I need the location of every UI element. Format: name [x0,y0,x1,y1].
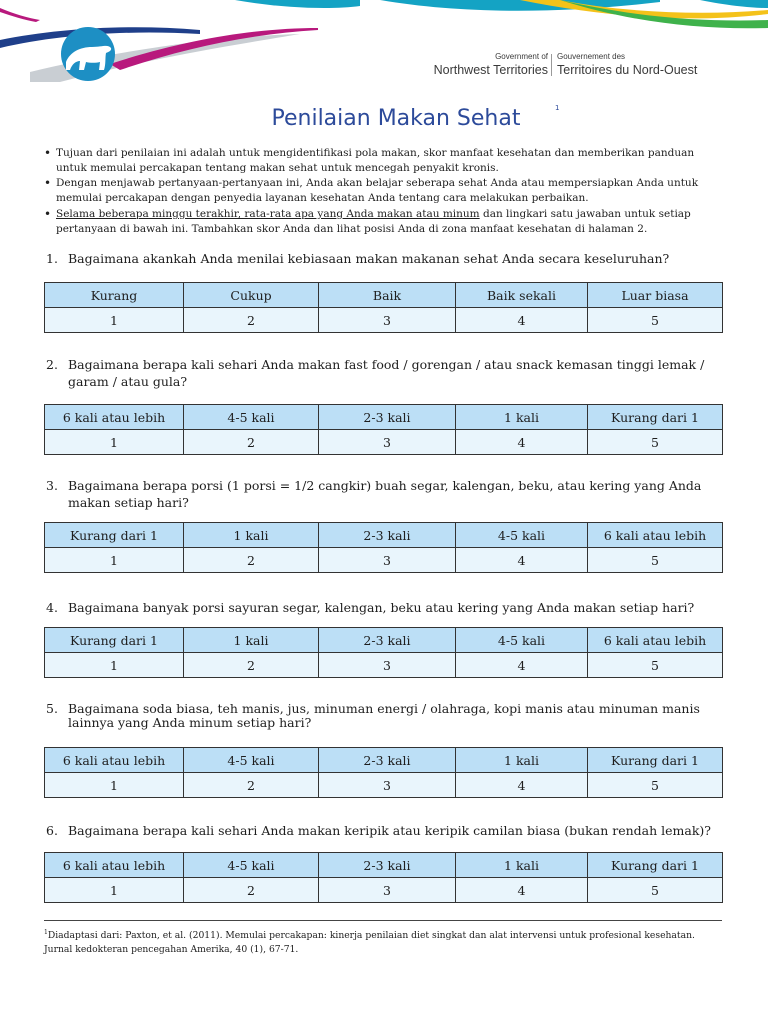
question-number: 1. [46,251,58,266]
answer-table-4 [44,627,723,678]
option-cell[interactable]: 1 kali [456,405,588,430]
question-text: Bagaimana berapa kali sehari Anda makan fast food / gorengan / atau snack kemasan tinggi lemak / garam / atau gula? [68,357,705,389]
option-cell[interactable]: 4-5 kali [456,523,588,548]
score-row [45,653,723,678]
intro-bullets [44,146,709,237]
score-cell[interactable]: 4 [456,653,588,678]
gov-fr-block [557,52,707,78]
option-cell[interactable]: 2-3 kali [319,405,456,430]
score-cell[interactable]: 5 [588,878,723,903]
score-cell[interactable]: 2 [184,548,319,573]
score-cell[interactable]: 1 [45,430,184,455]
score-cell[interactable]: 5 [588,548,723,573]
polar-bear-logo [61,27,115,81]
gov-fr-name: Territoires du Nord-Ouest [557,63,698,77]
score-cell[interactable]: 1 [45,548,184,573]
score-cell[interactable]: 4 [456,548,588,573]
option-cell[interactable]: 4-5 kali [184,748,319,773]
score-cell[interactable]: 2 [184,878,319,903]
score-cell[interactable]: 5 [588,430,723,455]
option-cell[interactable]: 2-3 kali [319,853,456,878]
magenta-small [0,8,40,22]
score-cell[interactable]: 4 [456,430,588,455]
answer-table-2 [44,404,723,455]
score-cell[interactable]: 3 [319,653,456,678]
question-6 [46,822,726,839]
gov-en-name: Northwest Territories [433,63,548,77]
option-cell[interactable]: Kurang [45,283,184,308]
gov-en-small: Government of [495,52,548,61]
intro-bullet-2: • Dengan menjawab pertanyaan-pertanyaan ini, Anda akan belajar seberapa sehat Anda atau mempersiapkan Anda untuk memulai percakapan dengan penyedia layanan kesehatan Anda tentang cara melakukan perbaikan. [44,176,709,206]
option-cell[interactable]: 1 kali [456,853,588,878]
option-row [45,853,723,878]
option-cell[interactable]: Cukup [184,283,319,308]
intro-bullet-3-rest: dan lingkari satu jawaban untuk setiap pertanyaan di bawah ini. Tambahkan skor Anda dan lihat posisi Anda di zona manfaat kesehatan di halaman 2. [56,208,691,235]
question-text: Bagaimana berapa porsi (1 porsi = 1/2 cangkir) buah segar, kalengan, beku, atau kering yang Anda makan setiap hari? [68,478,702,510]
footnote-mark: 1 [44,929,48,936]
answer-table-5 [44,747,723,798]
option-cell[interactable]: 2-3 kali [319,628,456,653]
option-cell[interactable]: 6 kali atau lebih [45,405,184,430]
score-cell[interactable]: 3 [319,548,456,573]
option-cell[interactable]: 6 kali atau lebih [588,523,723,548]
option-cell[interactable]: Kurang dari 1 [45,523,184,548]
question-4 [46,599,726,616]
option-cell[interactable]: Kurang dari 1 [588,405,723,430]
score-cell[interactable]: 1 [45,308,184,333]
option-row [45,405,723,430]
teal-swoosh [235,0,360,8]
score-cell[interactable]: 4 [456,878,588,903]
score-cell[interactable]: 3 [319,308,456,333]
score-cell[interactable]: 1 [45,653,184,678]
score-cell[interactable]: 1 [45,773,184,798]
score-cell[interactable]: 3 [319,773,456,798]
intro-bullet-1: • Tujuan dari penilaian ini adalah untuk mengidentifikasi pola makan, skor manfaat kesehatan dan memberikan panduan untuk memulai percakapan tentang makan sehat untuk mencegah penyakit kronis. [44,146,709,176]
score-cell[interactable]: 3 [319,878,456,903]
score-row [45,548,723,573]
teal-right [700,0,768,8]
footnote [44,926,704,957]
page-title: Penilaian Makan Sehat [271,106,521,131]
option-cell[interactable]: 4-5 kali [184,405,319,430]
question-number: 2. [46,357,58,372]
answer-table-3 [44,522,723,573]
option-cell[interactable]: Kurang dari 1 [45,628,184,653]
option-row [45,748,723,773]
intro-bullet-3 [44,207,709,237]
score-cell[interactable]: 2 [184,773,319,798]
option-cell[interactable]: Baik [319,283,456,308]
gov-en-block [426,52,548,78]
option-cell[interactable]: 1 kali [456,748,588,773]
option-cell[interactable]: 2-3 kali [319,523,456,548]
score-cell[interactable]: 2 [184,653,319,678]
option-row [45,628,723,653]
question-number: 5. [46,701,58,716]
score-cell[interactable]: 2 [184,430,319,455]
option-cell[interactable]: 6 kali atau lebih [588,628,723,653]
option-cell[interactable]: 1 kali [184,523,319,548]
option-cell[interactable]: Kurang dari 1 [588,748,723,773]
score-cell[interactable]: 5 [588,773,723,798]
question-text: Bagaimana banyak porsi sayuran segar, kalengan, beku atau kering yang Anda makan setiap hari? [68,600,695,615]
score-cell[interactable]: 3 [319,430,456,455]
option-cell[interactable]: Luar biasa [588,283,723,308]
question-5 [46,702,726,730]
option-cell[interactable]: 6 kali atau lebih [45,853,184,878]
question-2 [46,356,726,390]
score-row [45,878,723,903]
question-number: 3. [46,478,58,493]
question-3 [46,477,726,511]
option-cell[interactable]: 6 kali atau lebih [45,748,184,773]
question-text: Bagaimana soda biasa, teh manis, jus, minuman energi / olahraga, kopi manis atau minuman manis lainnya yang Anda minum setiap hari? [68,701,700,730]
question-number: 4. [46,600,58,615]
option-row [45,523,723,548]
intro-bullet-3-underlined: Selama beberapa minggu terakhir, rata-rata apa yang Anda makan atau minum [56,208,480,220]
title-footnote-mark: 1 [555,104,560,112]
option-row [45,283,723,308]
option-cell[interactable]: Kurang dari 1 [588,853,723,878]
question-1 [46,250,726,267]
score-row [45,308,723,333]
score-row [45,430,723,455]
option-cell[interactable]: Baik sekali [456,283,588,308]
question-number: 6. [46,823,58,838]
footnote-divider [44,920,722,921]
option-cell[interactable]: 2-3 kali [319,748,456,773]
gov-divider [551,54,552,76]
score-cell[interactable]: 1 [45,878,184,903]
score-cell[interactable]: 5 [588,653,723,678]
answer-table-6 [44,852,723,903]
score-cell[interactable]: 5 [588,308,723,333]
question-text: Bagaimana berapa kali sehari Anda makan keripik atau keripik camilan biasa (bukan rendah lemak)? [68,823,711,838]
option-cell[interactable]: 4-5 kali [184,853,319,878]
score-cell[interactable]: 4 [456,773,588,798]
score-cell[interactable]: 2 [184,308,319,333]
option-cell[interactable]: 1 kali [184,628,319,653]
score-cell[interactable]: 4 [456,308,588,333]
question-text: Bagaimana akankah Anda menilai kebiasaan makan makanan sehat Anda secara keseluruhan? [68,251,670,266]
footnote-text: Diadaptasi dari: Paxton, et al. (2011). Memulai percakapan: kinerja penilaian diet singkat dan alat intervensi untuk profesional kesehatan. Jurnal kedokteran pencegahan Amerika, 40 (1), 67-71. [44,930,695,956]
answer-table-1 [44,282,723,333]
option-cell[interactable]: 4-5 kali [456,628,588,653]
score-row [45,773,723,798]
magenta-swoosh [110,28,318,70]
gov-fr-small: Gouvernement des [557,52,626,61]
